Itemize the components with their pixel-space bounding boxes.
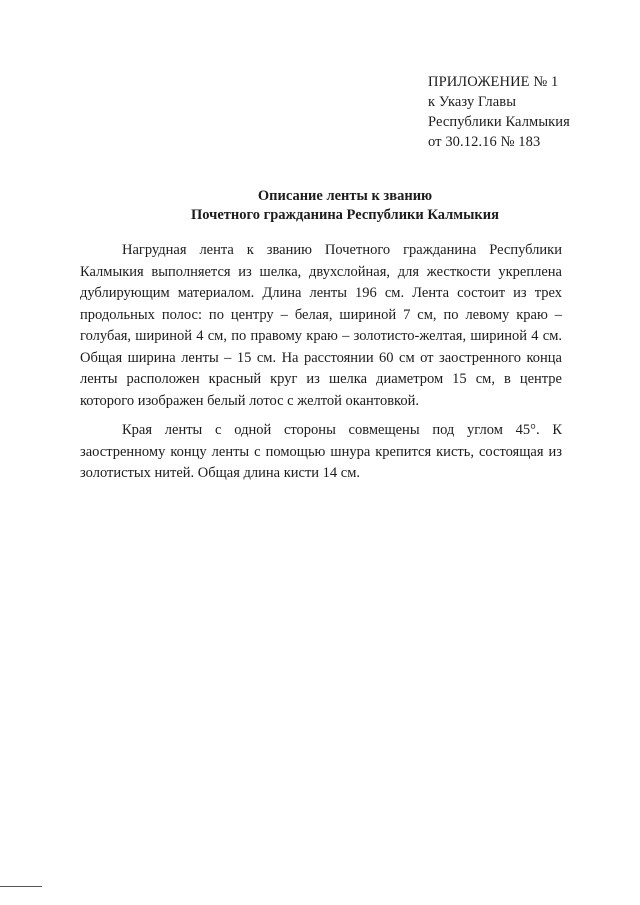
title-line-1: Описание ленты к званию <box>257 188 433 204</box>
appendix-decree-ref: к Указу Главы <box>428 94 517 110</box>
appendix-number: ПРИЛОЖЕНИЕ № 1 <box>428 74 559 90</box>
scan-edge-mark <box>0 886 42 887</box>
document-body <box>80 240 562 485</box>
paragraph-ribbon-tassel: Края ленты с одной стороны совмещены под углом 45°. К заостренному концу ленты с помощью шнура крепится кисть, состоящая из золотистых нитей. Общая длина кисти 14 см. <box>80 422 562 481</box>
appendix-date-number: от 30.12.16 № 183 <box>428 134 541 150</box>
document-title <box>150 187 540 225</box>
paragraph-ribbon-description: Нагрудная лента к званию Почетного гражданина Республики Калмыкия выполняется из шелка, двухслойная, для жесткости укреплена дублирующим материалом. Длина ленты 196 см. Лента состоит из трех продольных полос: по центру – белая, шириной 7 см, по левому краю – голубая, шириной 4 см, по правому краю – золотисто-желтая, шириной 4 см. Общая ширина ленты – 15 см. На расстоянии 60 см от заостренного конца ленты расположен красный круг из шелка диаметром 15 см, в центре которого изображен белый лотос с желтой окантовкой. <box>80 242 562 409</box>
appendix-header <box>428 72 570 152</box>
title-line-2: Почетного гражданина Республики Калмыкия <box>191 207 499 223</box>
appendix-republic: Республики Калмыкия <box>428 114 570 130</box>
